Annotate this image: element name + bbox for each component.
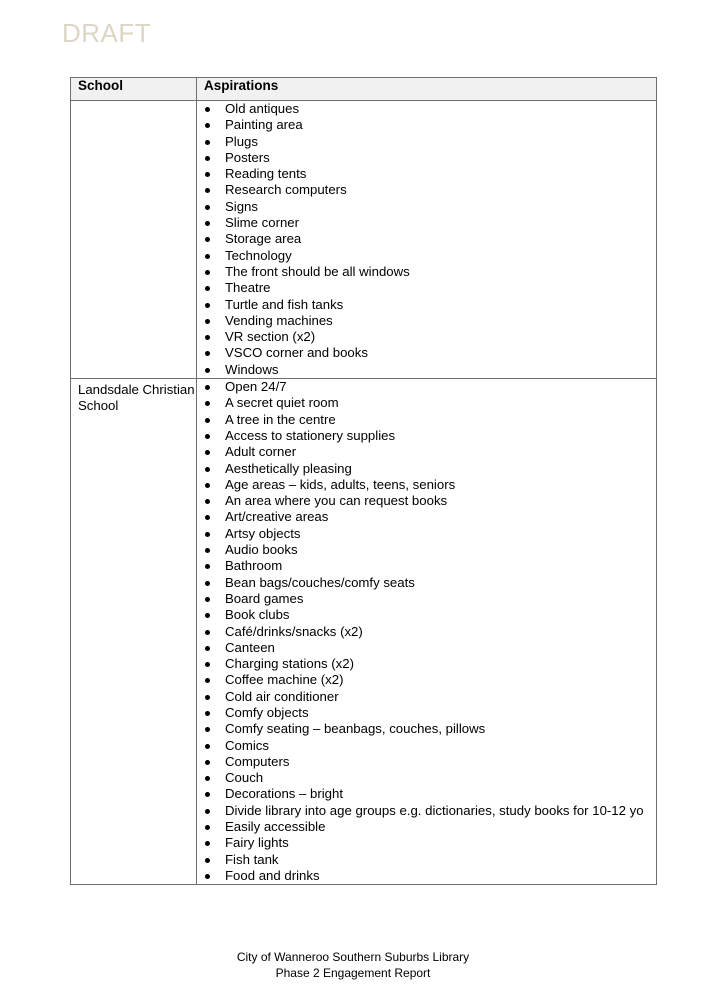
list-item: Computers	[204, 754, 646, 770]
list-item: Fish tank	[204, 852, 646, 868]
school-cell: Landsdale Christian School	[71, 379, 197, 885]
list-item: A tree in the centre	[204, 412, 646, 428]
aspirations-cell	[197, 379, 657, 885]
list-item: Decorations – bright	[204, 786, 646, 802]
draft-watermark: DRAFT	[62, 18, 152, 48]
list-item: Signs	[204, 199, 646, 215]
aspirations-table	[70, 77, 657, 885]
list-item: Reading tents	[204, 166, 646, 182]
list-item: A secret quiet room	[204, 395, 646, 411]
list-item: VR section (x2)	[204, 329, 646, 345]
list-item: Board games	[204, 591, 646, 607]
list-item: Bean bags/couches/comfy seats	[204, 575, 646, 591]
list-item: Artsy objects	[204, 526, 646, 542]
list-item: Comics	[204, 738, 646, 754]
list-item: Open 24/7	[204, 379, 646, 395]
list-item: Bathroom	[204, 558, 646, 574]
footer-org: City of Wanneroo Southern Suburbs Library	[236, 950, 470, 964]
list-item: Painting area	[204, 117, 646, 133]
list-item: Couch	[204, 770, 646, 786]
list-item: Food and drinks	[204, 868, 646, 884]
list-item: Windows	[204, 362, 646, 378]
page-footer	[0, 949, 706, 981]
list-item: Comfy seating – beanbags, couches, pillows	[204, 721, 646, 737]
list-item: Turtle and fish tanks	[204, 297, 646, 313]
footer-report-title: Phase 2 Engagement Report	[275, 966, 431, 980]
list-item: Research computers	[204, 182, 646, 198]
list-item: Access to stationery supplies	[204, 428, 646, 444]
list-item: Cold air conditioner	[204, 689, 646, 705]
list-item: Old antiques	[204, 101, 646, 117]
list-item: Slime corner	[204, 215, 646, 231]
header-aspirations: Aspirations	[197, 78, 657, 101]
aspirations-cell	[197, 101, 657, 379]
school-cell	[71, 101, 197, 379]
list-item: Vending machines	[204, 313, 646, 329]
list-item: Storage area	[204, 231, 646, 247]
list-item: An area where you can request books	[204, 493, 646, 509]
table-row	[71, 379, 657, 885]
list-item: Theatre	[204, 280, 646, 296]
list-item: Plugs	[204, 134, 646, 150]
list-item: Aesthetically pleasing	[204, 461, 646, 477]
list-item: Technology	[204, 248, 646, 264]
list-item: Café/drinks/snacks (x2)	[204, 624, 646, 640]
aspirations-list	[204, 379, 646, 884]
list-item: Book clubs	[204, 607, 646, 623]
table-header-row	[71, 78, 657, 101]
list-item: Comfy objects	[204, 705, 646, 721]
header-school: School	[71, 78, 197, 101]
list-item: Adult corner	[204, 444, 646, 460]
list-item: Divide library into age groups e.g. dictionaries, study books for 10-12 yo	[204, 803, 646, 819]
list-item: Age areas – kids, adults, teens, seniors	[204, 477, 646, 493]
list-item: Audio books	[204, 542, 646, 558]
list-item: Art/creative areas	[204, 509, 646, 525]
list-item: Easily accessible	[204, 819, 646, 835]
list-item: Canteen	[204, 640, 646, 656]
list-item: Coffee machine (x2)	[204, 672, 646, 688]
table-body	[71, 101, 657, 885]
list-item: Fairy lights	[204, 835, 646, 851]
table-row	[71, 101, 657, 379]
aspirations-list	[204, 101, 646, 378]
list-item: The front should be all windows	[204, 264, 646, 280]
list-item: Posters	[204, 150, 646, 166]
list-item: Charging stations (x2)	[204, 656, 646, 672]
list-item: VSCO corner and books	[204, 345, 646, 361]
